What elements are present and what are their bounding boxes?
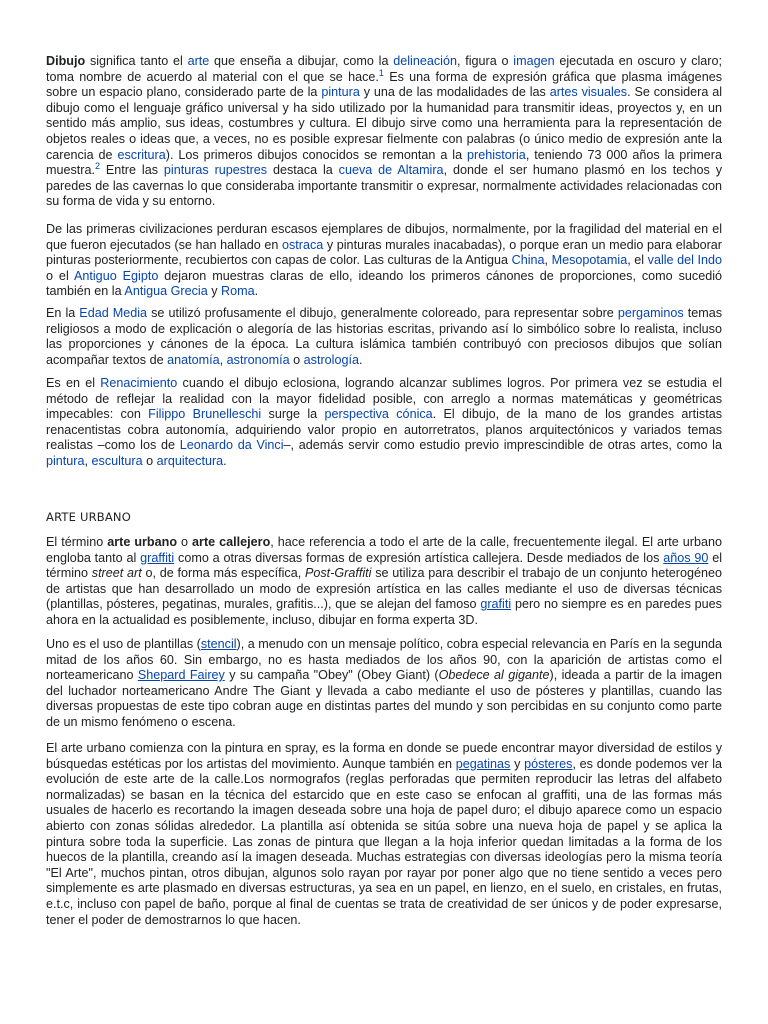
text: o el: [46, 268, 74, 283]
text: y pinturas murales inacabadas), o porque eran un medio para elaborar pinturas posteriormente, recubiertos con capas de color. Las culturas de la Antigua: [46, 237, 722, 268]
link-artes-visuales[interactable]: artes visuales: [549, 85, 628, 100]
link-escultura[interactable]: escultura: [91, 453, 143, 468]
text: y: [510, 756, 525, 771]
text: temas religiosos a modo de explicación o alegoría de las historias escritas, privando así lo simbólico sobre lo realista, incluso las proporciones y cánones de la época. La cultura islámica también contribuyó con preciosos dibujos que solían acompañar textos de: [46, 306, 723, 367]
link-pinturas-rupestres[interactable]: pinturas rupestres: [163, 163, 268, 178]
link-astronomia[interactable]: astronomía: [226, 352, 290, 367]
link-renacimiento[interactable]: Renacimiento: [100, 376, 178, 390]
term-italic: Post-Graffiti: [304, 566, 372, 581]
text: o: [142, 453, 157, 468]
text: como a otras diversas formas de expresión artística callejera. Desde mediados de los: [174, 550, 664, 565]
text: Uno es el uso de plantillas (: [46, 637, 201, 651]
text: –, además servir como estudio previo imprescindible de otras artes, como la: [283, 438, 722, 453]
text: o: [177, 535, 193, 549]
text: y: [207, 284, 222, 299]
text: . El dibujo, de la mano de los grandes artistas renacentistas cobra autonomía, adquiriendo valor propio en autorretratos, planos arquitectónicos y variados temas realistas –como los de: [46, 407, 722, 453]
term-bold: arte callejero: [192, 535, 271, 549]
text: o: [289, 352, 304, 367]
link-ostraca[interactable]: ostraca: [281, 237, 324, 252]
text: .: [254, 284, 259, 299]
link-shepard-fairey[interactable]: Shepard Fairey: [137, 668, 225, 683]
link-edad-media[interactable]: Edad Media: [79, 306, 148, 320]
text: ,: [219, 352, 227, 367]
text: . Se considera al dibujo como el lenguaje gráfico universal y ha sido utilizado por la humanidad para transmitir ideas, proyectos y, en un sentido más amplio, sus ideas, costumbres y cultura. El dibujo sirve como una herramienta para la representación de objetos reales o ideas que, a veces, no es posible expresar fielmente con palabras (o único medio de expresión ante la carencia de: [46, 85, 723, 162]
term-italic: street art: [91, 566, 142, 581]
text: ), ideada a partir de la imagen del luchador norteamericano Andre The Giant y llevada a cabo mediante el uso de pósteres y plantillas, cuando las diversas propuestas de este tipo cobran auge en distintas partes del mundo y son percibidas en su conjunto como parte de un mismo fenómeno o escena.: [46, 668, 722, 729]
text: surge la: [261, 407, 325, 422]
text: El término: [46, 535, 108, 549]
link-pintura-2[interactable]: pintura: [46, 453, 85, 468]
term-bold: Dibujo: [46, 54, 86, 68]
paragraph-edad-media: [46, 306, 722, 368]
link-grafiti[interactable]: grafiti: [480, 597, 512, 612]
link-arte[interactable]: arte: [187, 54, 210, 68]
text: Entre las: [100, 163, 164, 178]
text: , hace referencia a todo el arte de la calle, frecuentemente ilegal. El arte urbano engloba tanto al: [46, 535, 722, 565]
text: ejecutada en oscuro y claro; toma nombre de acuerdo al material con el que se hace.: [46, 54, 722, 84]
link-pintura[interactable]: pintura: [321, 85, 360, 100]
text: se utilizó profusamente el dibujo, generalmente coloreado, para representar sobre: [147, 306, 618, 320]
link-cueva-de-altamira[interactable]: cueva de Altamira: [338, 163, 444, 178]
paragraph-arte-urbano-definicion: [46, 535, 722, 629]
text: ), a menudo con un mensaje político, cobra especial relevancia en París en la segunda mitad de los años 60. Sin embargo, no es hasta mediados de los años 90, con la aparición de artistas como el norteamericano: [46, 637, 722, 683]
text: pero no siempre es en paredes pues ahora en la actualidad es posiblemente, incluso, dibujar en forma experta 3D.: [46, 597, 722, 627]
text: que enseña a dibujar, como la: [209, 54, 394, 68]
text: o, de forma más específica,: [141, 566, 305, 581]
link-imagen[interactable]: imagen: [513, 54, 555, 68]
text: .: [358, 352, 363, 367]
link-china[interactable]: China: [511, 253, 545, 268]
paragraph-plantillas: [46, 637, 722, 731]
text: , el: [627, 253, 648, 268]
section-heading-arte-urbano: ARTE URBANO: [46, 510, 131, 524]
text: se utiliza para describir el trabajo de un conjunto heterogéneo de artistas que han desarrollado un modo de expresión artística en las calles mediante el uso de diversas técnicas (plantillas, pósteres, pegatinas, murales, grafitis...), que se alejan del famoso: [46, 566, 722, 612]
link-graffiti[interactable]: graffiti: [140, 550, 175, 565]
text: De las primeras civilizaciones perduran escasos ejemplares de dibujos, normalmente, por la fragilidad del material en el que fueron ejecutados (se han hallado en: [46, 222, 722, 252]
term-italic: Obedece al gigante: [438, 668, 550, 683]
text: , es donde podemos ver la evolución de este arte de la calle.Los normografos (reglas perforadas que permiten reproducir las letras del alfabeto normalizadas) se basan en la técnica del estarcido que en este caso se enfocan al graffiti, una de las formas más usuales de hacerlo es recortando la imagen deseada sobre una hoja de papel duro; el dibujo aparece como un espacio abierto con zonas sólidas alrededor. La plantilla así obtenida se sitúa sobre una nueva hoja de papel y se aplica la pintura sobre toda la superficie. Las zonas de pintura que llegan a la hoja inferior quedan limitadas a la forma de los huecos de la plantilla, creando así la imagen deseada. Muchas estrategias con diversas ideologías pero la misma teoría "El Arte", muchos pintan, otros dibujan, algunos solo rayan por rayar por poner algo que no tiene sentido a veces pero simplemente es arte plasmado en diversas estructuras, ya sea en un papel, en lienzo, en el suelo, en cristales, en frutas, e.t.c, incluso con papel de baño, porque al final de cuentas se trata de creatividad de ser únicos y de poder expresarse, tener el poder de demostrarnos lo que hacen.: [46, 756, 723, 927]
text: cuando el dibujo eclosiona, logrando alcanzar sublimes logros. Por primera vez se estudia el método de reflejar la realidad con la mayor fidelidad posible, con arreglo a normas matemáticas y geométricas impecables: con: [46, 376, 722, 422]
link-astrologia[interactable]: astrología: [303, 352, 359, 367]
text: y su campaña "Obey" (Obey Giant) (: [224, 668, 439, 683]
term-bold: arte urbano: [107, 535, 178, 549]
text: El arte urbano comienza con la pintura en spray, es la forma en donde se puede encontrar mayor diversidad de estilos y búsquedas estéticas por los artistas del movimiento. Aunque también en: [46, 741, 722, 771]
text: ,: [544, 253, 552, 268]
text: significa tanto el: [85, 54, 188, 68]
text: , teniendo 73 000 años la primera muestra.: [46, 147, 722, 178]
link-prehistoria[interactable]: prehistoria: [467, 147, 526, 162]
link-antigua-grecia[interactable]: Antigua Grecia: [124, 284, 208, 299]
text: Es en el: [46, 376, 101, 390]
link-pergaminos[interactable]: pergaminos: [617, 306, 684, 320]
text: destaca la: [267, 163, 339, 178]
footnote-ref-2[interactable]: 2: [95, 160, 101, 171]
text: ,: [84, 453, 92, 468]
paragraph-primeras-civilizaciones: [46, 222, 722, 300]
link-roma[interactable]: Roma: [221, 284, 255, 299]
link-valle-del-indo[interactable]: valle del Indo: [647, 253, 723, 268]
link-escritura[interactable]: escritura: [117, 147, 166, 162]
text: Es una forma de expresión gráfica que plasma imágenes sobre un espacio plano, considerado parte de la: [46, 69, 722, 100]
text: dejaron muestras claras de ello, ideando los primeros cánones de proporciones, como sucedió también en la: [46, 268, 723, 299]
text: ). Los primeros dibujos conocidos se remontan a la: [165, 147, 467, 162]
link-perspectiva-conica[interactable]: perspectiva cónica: [324, 407, 433, 422]
link-antiguo-egipto[interactable]: Antiguo Egipto: [73, 268, 159, 283]
link-anatomia[interactable]: anatomía: [167, 352, 220, 367]
link-leonardo-da-vinci[interactable]: Leonardo da Vinci: [179, 438, 284, 453]
text: En la: [46, 306, 80, 320]
text: , figura o: [456, 54, 514, 68]
paragraph-pintura-spray: [46, 741, 722, 928]
text: , donde el ser humano plasmó en los techos y paredes de las cavernas lo que consideraba importante transmitir o expresar, normalmente actividades relacionadas con su forma de vida y su entorno.: [46, 163, 722, 209]
paragraph-renacimiento: [46, 376, 722, 470]
link-pegatinas[interactable]: pegatinas: [455, 756, 511, 771]
link-posteres[interactable]: pósteres: [524, 756, 573, 771]
text: y una de las modalidades de las: [359, 85, 550, 100]
footnote-ref-1[interactable]: 1: [378, 67, 384, 78]
link-filippo-brunelleschi[interactable]: Filippo Brunelleschi: [148, 407, 262, 422]
link-anos-90[interactable]: años 90: [663, 550, 709, 565]
text: el término: [46, 550, 722, 581]
paragraph-dibujo-intro: [46, 54, 722, 210]
link-arquitectura[interactable]: arquitectura: [156, 453, 224, 468]
link-stencil[interactable]: stencil: [200, 637, 237, 651]
link-delineacion[interactable]: delineación: [393, 54, 457, 68]
link-mesopotamia[interactable]: Mesopotamia: [551, 253, 628, 268]
text: .: [223, 453, 227, 468]
